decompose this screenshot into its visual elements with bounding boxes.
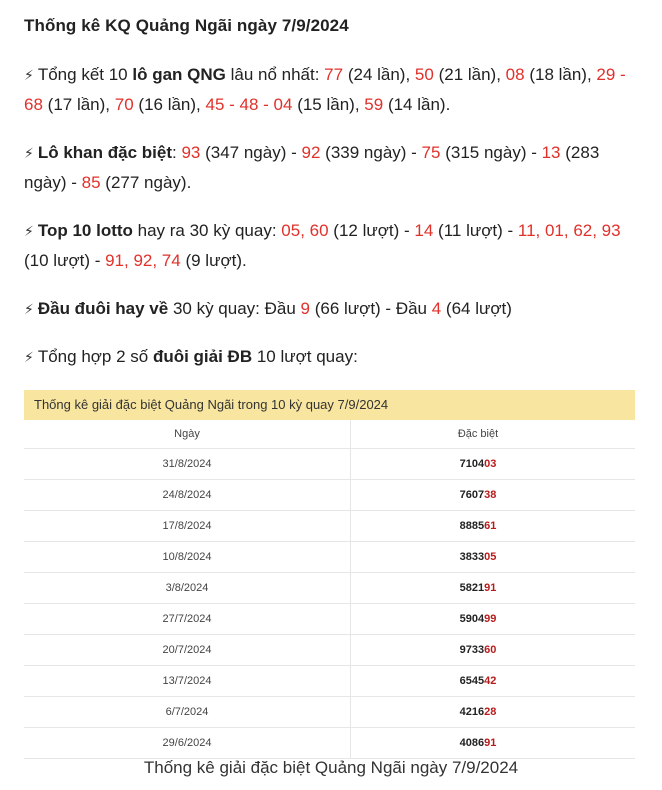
prize-head: 5821: [459, 582, 485, 594]
number: 14: [414, 221, 434, 240]
prize-tail: 05: [484, 551, 497, 563]
count: (21 lần): [438, 65, 497, 84]
number: 59: [364, 95, 384, 114]
special-prize-cell: [351, 697, 635, 727]
count: (277 ngày): [105, 173, 187, 192]
prize-head: 5904: [459, 613, 485, 625]
date-cell: 6/7/2024: [24, 697, 351, 727]
date-cell: 29/6/2024: [24, 728, 351, 758]
text: (66 lượt) - Đầu: [310, 299, 432, 318]
lo-gan-summary: ⚡ Tổng kết 10 lô gan QNG lâu nổ nhất: 77 (24 lần), 50 (21 lần), 08 (18 lần), 29 - 68 (17 lần), 70 (16 lần), 45 - 48 - 04 (15 lần), 59 (14 lần).: [24, 65, 626, 114]
duoi-giai-db-intro: [24, 342, 632, 372]
count: (16 lần): [138, 95, 197, 114]
special-prize-table: [24, 390, 635, 759]
prize-tail: 42: [484, 675, 497, 687]
number: 29 - 68: [24, 65, 626, 114]
table-row: [24, 449, 635, 480]
number: 13: [541, 143, 561, 162]
date-cell: 27/7/2024: [24, 604, 351, 634]
count: (24 lần): [347, 65, 406, 84]
prize-head: 4086: [459, 737, 485, 749]
date-cell: 13/7/2024: [24, 666, 351, 696]
lightning-icon: ⚡: [24, 349, 34, 365]
lightning-icon: ⚡: [24, 223, 34, 239]
prize-head: 7607: [459, 489, 485, 501]
prize-head: 6545: [459, 675, 485, 687]
table-row: [24, 635, 635, 666]
number: 50: [414, 65, 434, 84]
table-row: [24, 542, 635, 573]
text: Tổng kết 10: [37, 65, 133, 84]
table-row: [24, 573, 635, 604]
number: 93: [181, 143, 201, 162]
count: (11 lượt): [438, 221, 503, 240]
number: 92: [301, 143, 321, 162]
date-cell: 20/7/2024: [24, 635, 351, 665]
count: (339 ngày): [325, 143, 407, 162]
lightning-icon: ⚡: [24, 67, 34, 83]
count: (283 ngày): [24, 143, 600, 192]
table-row: [24, 480, 635, 511]
prize-tail: 91: [484, 737, 497, 749]
number: 45 - 48 - 04: [205, 95, 293, 114]
count: (315 ngày): [445, 143, 527, 162]
prize-tail: 91: [484, 582, 497, 594]
special-prize-cell: [351, 666, 635, 696]
table-row: [24, 728, 635, 759]
text: Tổng hợp 2 số: [37, 347, 153, 366]
special-prize-cell: [351, 728, 635, 758]
text: lâu nổ nhất:: [225, 65, 325, 84]
date-cell: 31/8/2024: [24, 449, 351, 479]
date-cell: 10/8/2024: [24, 542, 351, 572]
prize-tail: 38: [484, 489, 497, 501]
table-caption: Thống kê giải đặc biệt Quảng Ngãi trong 10 kỳ quay 7/9/2024: [24, 390, 635, 420]
prize-head: 4216: [459, 706, 485, 718]
text: 30 kỳ quay: Đầu: [168, 299, 301, 318]
special-prize-cell: [351, 449, 635, 479]
table-row: [24, 604, 635, 635]
count: (15 lần): [297, 95, 355, 114]
prize-tail: 99: [484, 613, 497, 625]
special-prize-cell: [351, 480, 635, 510]
number: 70: [114, 95, 134, 114]
lightning-icon: ⚡: [24, 301, 34, 317]
table-row: [24, 697, 635, 728]
number: 91, 92, 74: [105, 251, 181, 270]
count: (9 lượt): [185, 251, 242, 270]
prize-tail: 28: [484, 706, 497, 718]
column-header-date: Ngày: [24, 420, 351, 448]
bold-text: Lô khan đặc biệt: [37, 143, 172, 162]
text: 10 lượt quay:: [252, 347, 358, 366]
special-prize-cell: [351, 511, 635, 541]
bold-text: Top 10 lotto: [37, 221, 133, 240]
prize-head: 9733: [459, 644, 485, 656]
table-header-row: [24, 420, 635, 449]
date-cell: 3/8/2024: [24, 573, 351, 603]
figure-caption: Thống kê giải đặc biệt Quảng Ngãi ngày 7/9/2024: [143, 758, 519, 777]
lightning-icon: ⚡: [24, 145, 34, 161]
number: 77: [324, 65, 344, 84]
count: (12 lượt): [333, 221, 400, 240]
special-prize-cell: [351, 604, 635, 634]
prize-head: 8885: [459, 520, 485, 532]
special-prize-cell: [351, 635, 635, 665]
number: 75: [421, 143, 441, 162]
special-prize-cell: [351, 542, 635, 572]
special-prize-cell: [351, 573, 635, 603]
count: (10 lượt): [24, 251, 90, 270]
text: :: [171, 143, 177, 162]
lo-khan-summary: ⚡ Lô khan đặc biệt: 93 (347 ngày) - 92 (339 ngày) - 75 (315 ngày) - 13 (283 ngày) - 85 (277 ngày).: [24, 143, 600, 192]
count: (18 lần): [529, 65, 587, 84]
text: hay ra 30 kỳ quay:: [132, 221, 282, 240]
date-cell: 24/8/2024: [24, 480, 351, 510]
number: 4: [431, 299, 442, 318]
bold-text: lô gan QNG: [132, 65, 226, 84]
number: 11, 01, 62, 93: [517, 221, 621, 240]
date-cell: 17/8/2024: [24, 511, 351, 541]
page-title: Thống kê KQ Quảng Ngãi ngày 7/9/2024: [24, 16, 349, 35]
top-lotto-summary: ⚡ Top 10 lotto hay ra 30 kỳ quay: 05, 60 (12 lượt) - 14 (11 lượt) - 11, 01, 62, 93 (10 lượt) - 91, 92, 74 (9 lượt).: [24, 221, 621, 270]
prize-tail: 03: [484, 458, 497, 470]
number: 08: [505, 65, 525, 84]
prize-tail: 60: [484, 644, 497, 656]
number: 85: [81, 173, 101, 192]
dau-duoi-summary: [24, 294, 632, 324]
count: (17 lần): [47, 95, 106, 114]
prize-head: 3833: [459, 551, 485, 563]
prize-tail: 61: [484, 520, 497, 532]
table-row: [24, 666, 635, 697]
prize-head: 7104: [459, 458, 485, 470]
number: 9: [300, 299, 310, 318]
number: 05, 60: [281, 221, 329, 240]
count: (14 lần): [387, 95, 446, 114]
bold-text: đuôi giải ĐB: [152, 347, 253, 366]
column-header-special: Đặc biệt: [457, 428, 499, 440]
bold-text: Đầu đuôi hay về: [37, 299, 169, 318]
table-row: [24, 511, 635, 542]
text: (64 lượt): [441, 299, 512, 318]
count: (347 ngày): [205, 143, 287, 162]
